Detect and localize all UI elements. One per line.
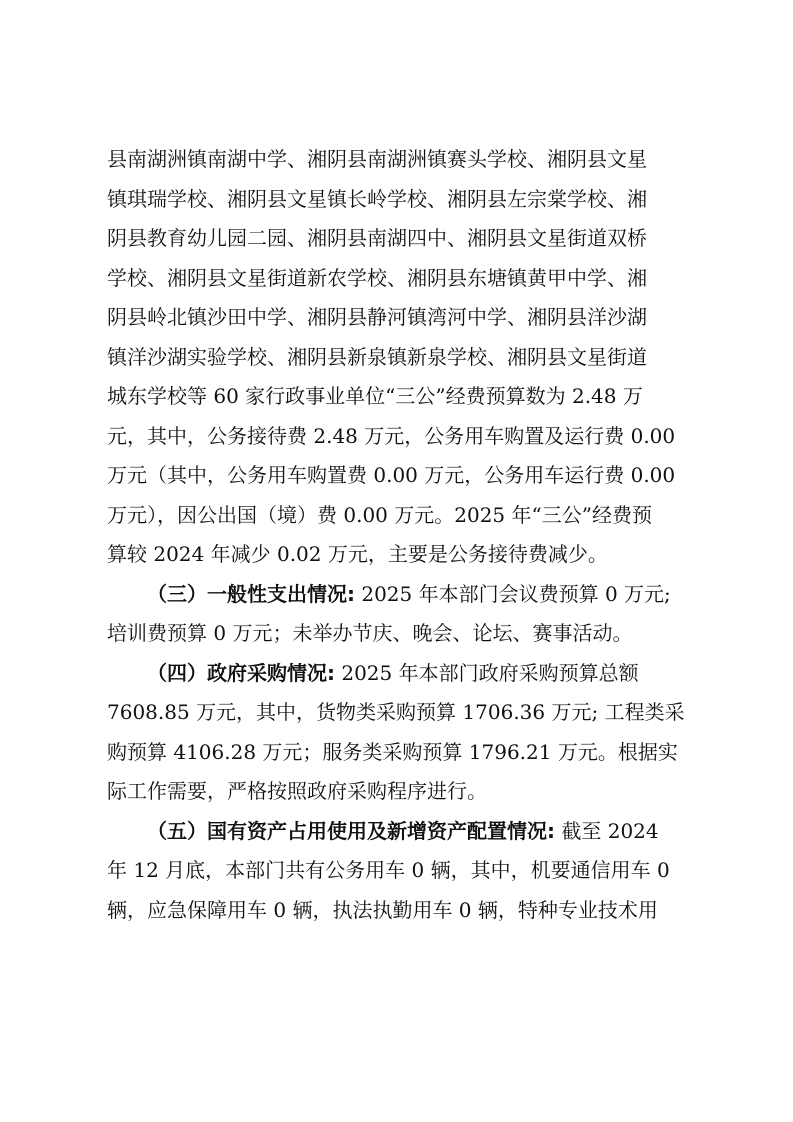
text-line: 县南湖洲镇南湖中学、湘阴县南湖洲镇赛头学校、湘阴县文星 [107, 147, 647, 171]
document-body [107, 140, 687, 930]
paragraph-sangong-budget [107, 140, 687, 575]
text-line-rest: 2025 年本部门政府采购预算总额 [335, 660, 639, 685]
text-line: 7608.85 万元，其中，货物类采购预算 1706.36 万元; 工程类采 [107, 700, 685, 724]
text-line-rest: 截至 2024 [555, 818, 659, 843]
text-line: 购预算 4106.28 万元；服务类采购预算 1796.21 万元。根据实 [107, 739, 678, 764]
text-line: 阴县岭北镇沙田中学、湘阴县静河镇湾河中学、湘阴县洋沙湖 [107, 305, 647, 329]
text-line: 城东学校等 60 家行政事业单位“三公”经费预算数为 2.48 万 [107, 384, 643, 408]
text-line: 万元），因公出国（境）费 0.00 万元。2025 年“三公”经费预 [107, 502, 652, 527]
text-line: 际工作需要，严格按照政府采购程序进行。 [107, 779, 487, 803]
text-line [107, 575, 687, 615]
section-heading: （三）一般性支出情况: [147, 581, 355, 606]
text-line: 万元（其中，公务用车购置费 0.00 万元，公务用车运行费 0.00 [107, 463, 676, 487]
text-line [107, 654, 687, 694]
section-heading: （四）政府采购情况: [147, 660, 335, 685]
text-line: 算较 2024 年减少 0.02 万元，主要是公务接待费减少。 [107, 542, 608, 566]
paragraph-state-assets [107, 812, 687, 931]
section-heading: （五）国有资产占用使用及新增资产配置情况: [147, 818, 555, 843]
text-line-rest: 2025 年本部门会议费预算 0 万元; [355, 581, 671, 606]
text-line: 镇琪瑞学校、湘阴县文星镇长岭学校、湘阴县左宗棠学校、湘 [107, 186, 647, 211]
text-line: 元，其中，公务接待费 2.48 万元，公务用车购置及运行费 0.00 [107, 423, 676, 448]
text-line: 年 12 月底，本部门共有公务用车 0 辆，其中，机要通信用车 0 [107, 858, 670, 882]
text-line: 学校、湘阴县文星街道新农学校、湘阴县东塘镇黄甲中学、湘 [107, 265, 647, 290]
text-line: 辆，应急保障用车 0 辆，执法执勤用车 0 辆，特种专业技术用 [107, 897, 658, 922]
text-line: 镇洋沙湖实验学校、湘阴县新泉镇新泉学校、湘阴县文星街道 [107, 344, 647, 369]
text-line [107, 812, 687, 852]
paragraph-general-expenditure [107, 575, 687, 654]
text-line: 阴县教育幼儿园二园、湘阴县南湖四中、湘阴县文星街道双桥 [107, 226, 647, 250]
text-line: 培训费预算 0 万元；未举办节庆、晚会、论坛、赛事活动。 [107, 621, 633, 645]
paragraph-government-procurement [107, 654, 687, 812]
